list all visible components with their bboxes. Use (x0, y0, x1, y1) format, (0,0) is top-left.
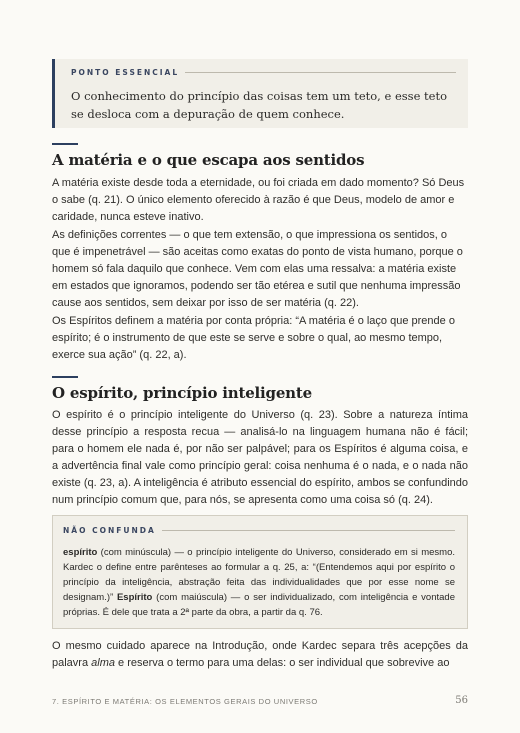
paragraph: A matéria existe desde toda a eternidade, ou foi criada em dado momento? Só Deus o sabe (q. 21). O único elemento oferecido à razão é que Deus, modelo de amor e caridade, nunca esteve inativo. (52, 177, 465, 223)
essential-callout (52, 59, 468, 128)
paragraph: O espírito é o princípio inteligente do Universo (q. 23). Sobre a natureza íntima desse princípio a resposta recua — analisá-lo na linguagem humana não é fácil; para o homem ele nada é, por não ser palpável; para os Espíritos é alguma coisa, e a advertência final vale como princípio geral: coisa nenhuma é o nada, e o nada não existe (q. 23, a). A inteligência é atributo essencial do espírito, ambos se confundindo num princípio comum que, para nós, se apresenta como uma coisa só (q. 24). (52, 409, 468, 506)
closing-text: e reserva o termo para uma delas: o ser individual que sobrevive ao (114, 657, 450, 669)
section-title-spirit: O espírito, princípio inteligente (52, 384, 312, 402)
definition-lowercase: (com minúscula) — o princípio inteligente do Universo, considerado em si mesmo. Kardec o define entre parênteses ao formular a q. 25, a: “(Entendemos aqui por espírito o princípio da inteligência, abstração feita das individualidades que por esse nome se designam.)” (63, 547, 455, 603)
section-accent-bar (52, 376, 78, 378)
confuse-label: NÃO CONFUNDA (63, 526, 156, 535)
section-title-matter: A matéria e o que escapa aos sentidos (52, 151, 365, 169)
page-number: 56 (455, 695, 468, 706)
essential-label: PONTO ESSENCIAL (71, 68, 180, 77)
term-lowercase: espírito (63, 547, 98, 558)
essential-text: O conhecimento do princípio das coisas tem um teto, e esse teto se desloca com a depuração de quem conhece. (71, 89, 447, 121)
definition-uppercase: (com maiúscula) — o ser individualizado, com inteligência e vontade próprias. É dele que trata a 2ª parte da obra, a partir da q. 76. (63, 592, 455, 618)
closing-paragraph (52, 638, 468, 672)
confuse-callout (52, 515, 468, 629)
closing-text: O mesmo cuidado aparece na Introdução, onde Kardec separa três acepções da palavra (52, 640, 468, 669)
closing-emphasis: alma (91, 657, 115, 669)
confuse-text (63, 545, 455, 620)
term-uppercase: Espírito (116, 592, 153, 603)
paragraph: As definições correntes — o que tem extensão, o que impressiona os sentidos, o que é impenetrável — são aceitas como exatas do ponto de vista humano, porque o homem só fala daquilo que conhece. Vem com elas uma ressalva: a matéria existe em estados que ignoramos, podendo ser tão etérea e sutil que nenhuma impressão cause aos sentidos, sem deixar por isso de ser matéria (q. 22). (52, 229, 463, 309)
confuse-header (63, 526, 455, 535)
paragraph: Os Espíritos definem a matéria por conta própria: “A matéria é o laço que prende o espírito; é o instrumento de que este se serve e sobre o qual, ao mesmo tempo, exerce sua ação” (q. 22, a). (52, 315, 455, 361)
section-accent-bar (52, 143, 78, 145)
header-rule (185, 72, 456, 73)
essential-header (71, 68, 456, 77)
running-footer-chapter: 7. ESPÍRITO E MATÉRIA: OS ELEMENTOS GERAIS DO UNIVERSO (52, 697, 318, 706)
header-rule (162, 530, 455, 531)
